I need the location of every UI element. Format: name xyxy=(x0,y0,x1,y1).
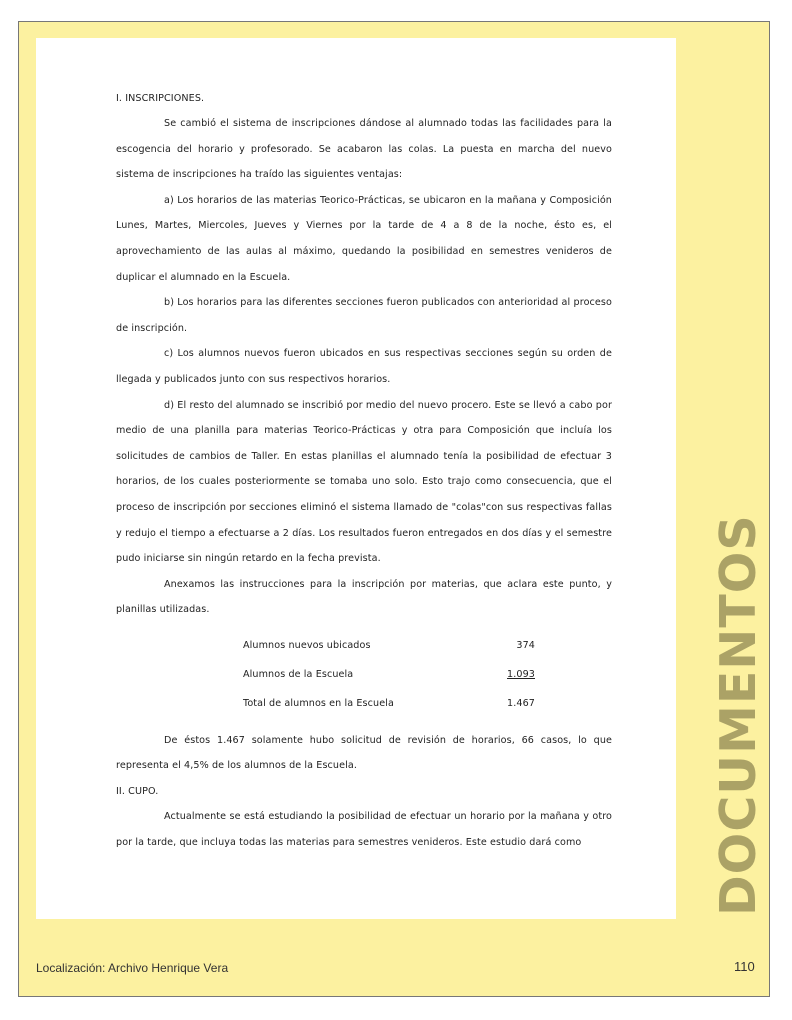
enrollment-stats-table xyxy=(243,631,535,718)
document-body xyxy=(116,86,612,855)
stat-value: 374 xyxy=(516,639,535,651)
stat-label: Total de alumnos en la Escuela xyxy=(243,697,394,709)
stat-row xyxy=(243,631,535,660)
heading-inscripciones: I. INSCRIPCIONES. xyxy=(116,93,205,104)
paragraph-b: b) Los horarios para las diferentes secciones fueron publicados con anterioridad al proceso de inscripción. xyxy=(116,297,612,334)
paragraph-d: d) El resto del alumnado se inscribió por medio del nuevo procero. Este se llevó a cabo por medio de una planilla para materias Teorico-Prácticas y otra para Composición que incluía los solicitudes de cambios de Taller. En estas planillas el alumnado tenía la posibilidad de efectuar 3 horarios, de los cuales posteriormente se tomaba uno solo. Esto trajo como consecuencia, que el proceso de inscripción por secciones eliminó el sistema llamado de "colas"con sus respectivas fallas y redujo el tiempo a efectuarse a 2 días. Los resultados fueron entregados en dos días y el semestre pudo iniciarse sin ningún retardo en la fecha prevista. xyxy=(116,399,612,565)
stat-row xyxy=(243,660,535,689)
stat-value: 1.467 xyxy=(507,697,535,709)
paragraph-estos: De éstos 1.467 solamente hubo solicitud de revisión de horarios, 66 casos, lo que representa el 4,5% de los alumnos de la Escuela. xyxy=(116,734,612,772)
paragraph-a: a) Los horarios de las materias Teorico-Prácticas, se ubicaron en la mañana y Composición Lunes, Martes, Miercoles, Jueves y Viernes por la tarde de 4 a 8 de la noche, ésto es, el aprovechamiento de las aulas al máximo, quedando la posibilidad en semestres venideros de duplicar el alumnado en la Escuela. xyxy=(116,194,612,283)
page-number: 110 xyxy=(734,959,755,974)
footer-source: Localización: Archivo Henrique Vera xyxy=(36,961,229,975)
stat-value: 1.093 xyxy=(507,668,535,680)
stat-row xyxy=(243,689,535,718)
section-label-documentos: DOCUMENTOS xyxy=(710,514,767,916)
paragraph-cupo: Actualmente se está estudiando la posibilidad de efectuar un horario por la mañana y otro por la tarde, que incluya todas las materias para semestres venideros. Este estudio dará como xyxy=(116,811,612,848)
paragraph-c: c) Los alumnos nuevos fueron ubicados en sus respectivas secciones según su orden de llegada y publicados junto con sus respectivos horarios. xyxy=(116,348,612,385)
stat-label: Alumnos nuevos ubicados xyxy=(243,639,371,651)
stat-label: Alumnos de la Escuela xyxy=(243,668,354,680)
paragraph-anexamos: Anexamos las instrucciones para la inscripción por materias, que aclara este punto, y planillas utilizadas. xyxy=(116,578,612,616)
scanned-document-page xyxy=(36,38,676,919)
paragraph-intro: Se cambió el sistema de inscripciones dándose al alumnado todas las facilidades para la escogencia del horario y profesorado. Se acabaron las colas. La puesta en marcha del nuevo sistema de inscripciones ha traído las siguientes ventajas: xyxy=(116,118,612,181)
heading-cupo: II. CUPO. xyxy=(116,786,159,798)
